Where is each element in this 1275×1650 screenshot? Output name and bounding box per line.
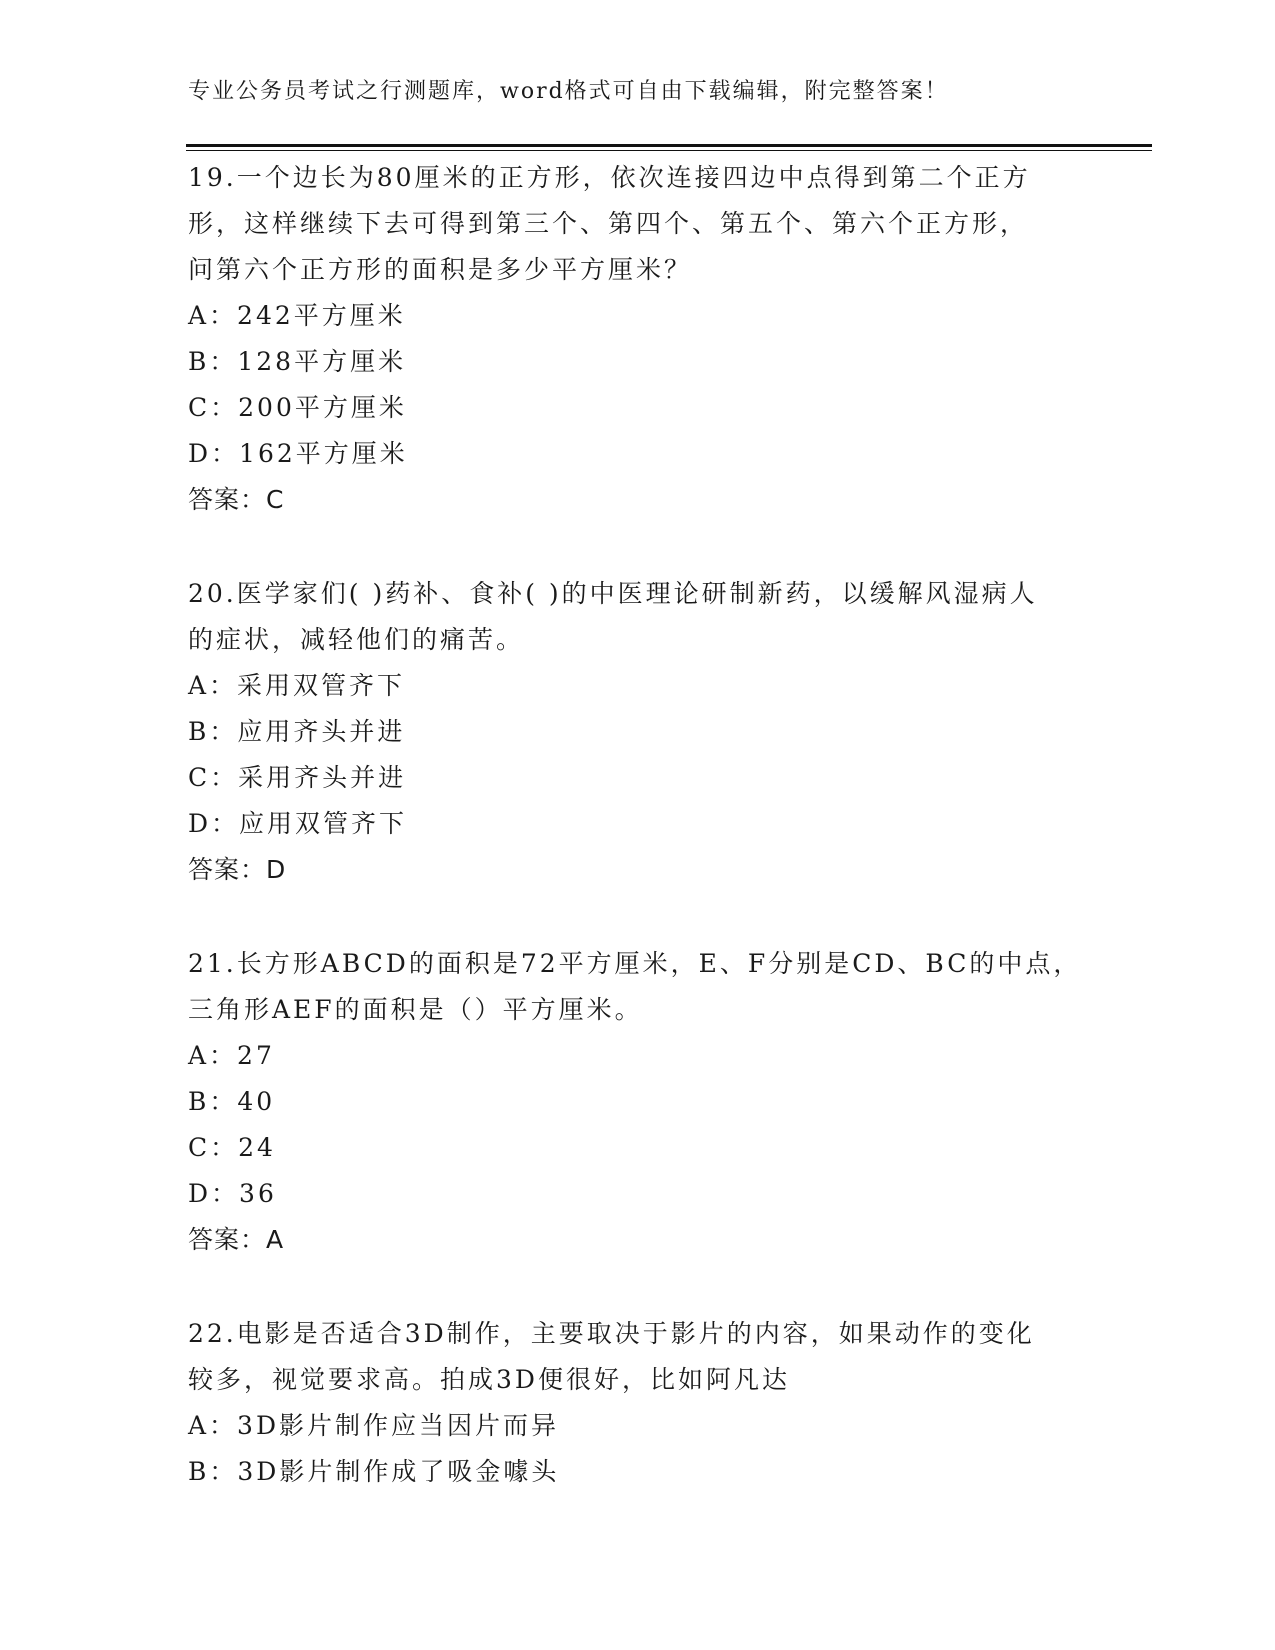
question-stem-line: 较多，视觉要求高。拍成3D便很好，比如阿凡达 <box>188 1365 790 1394</box>
answer-option: D：36 <box>188 1179 277 1208</box>
question-block <box>188 571 1088 893</box>
question-stem-line: 三角形AEF的面积是（）平方厘米。 <box>188 995 643 1024</box>
answer-option: A：242平方厘米 <box>188 301 406 330</box>
answer-key: 答案：A <box>188 1225 285 1254</box>
question-list <box>188 155 1088 1543</box>
question-block <box>188 1311 1088 1495</box>
answer-key: 答案：C <box>188 485 285 514</box>
page-header: 专业公务员考试之行测题库，word格式可自由下载编辑，附完整答案！ <box>188 79 949 104</box>
question-block <box>188 941 1088 1263</box>
question-stem-line: 22.电影是否适合3D制作，主要取决于影片的内容，如果动作的变化 <box>188 1319 1035 1348</box>
header-rule-thin <box>186 150 1152 151</box>
answer-key: 答案：D <box>188 855 287 884</box>
answer-option: A：采用双管齐下 <box>188 671 406 700</box>
answer-option: A：27 <box>188 1041 275 1070</box>
answer-option: B：40 <box>188 1087 276 1116</box>
answer-option: C：24 <box>188 1133 276 1162</box>
question-stem-line: 20.医学家们( )药补、食补( )的中医理论研制新药，以缓解风湿病人 <box>188 579 1038 608</box>
answer-option: B：128平方厘米 <box>188 347 407 376</box>
question-stem-line: 形，这样继续下去可得到第三个、第四个、第五个、第六个正方形， <box>188 209 1029 238</box>
answer-option: C：200平方厘米 <box>188 393 407 422</box>
answer-option: C：采用齐头并进 <box>188 763 407 792</box>
answer-option: B：3D影片制作成了吸金噱头 <box>188 1457 560 1486</box>
question-block <box>188 155 1088 523</box>
question-stem-line: 21.长方形ABCD的面积是72平方厘米，E、F分别是CD、BC的中点， <box>188 949 1082 978</box>
question-stem-line: 19.一个边长为80厘米的正方形，依次连接四边中点得到第二个正方 <box>188 163 1031 192</box>
question-stem-line: 问第六个正方形的面积是多少平方厘米？ <box>188 255 693 284</box>
answer-option: D：162平方厘米 <box>188 439 408 468</box>
header-rule-thick <box>186 144 1152 147</box>
answer-option: B：应用齐头并进 <box>188 717 406 746</box>
answer-option: D：应用双管齐下 <box>188 809 408 838</box>
answer-option: A：3D影片制作应当因片而异 <box>188 1411 560 1440</box>
question-stem-line: 的症状，减轻他们的痛苦。 <box>188 625 525 654</box>
